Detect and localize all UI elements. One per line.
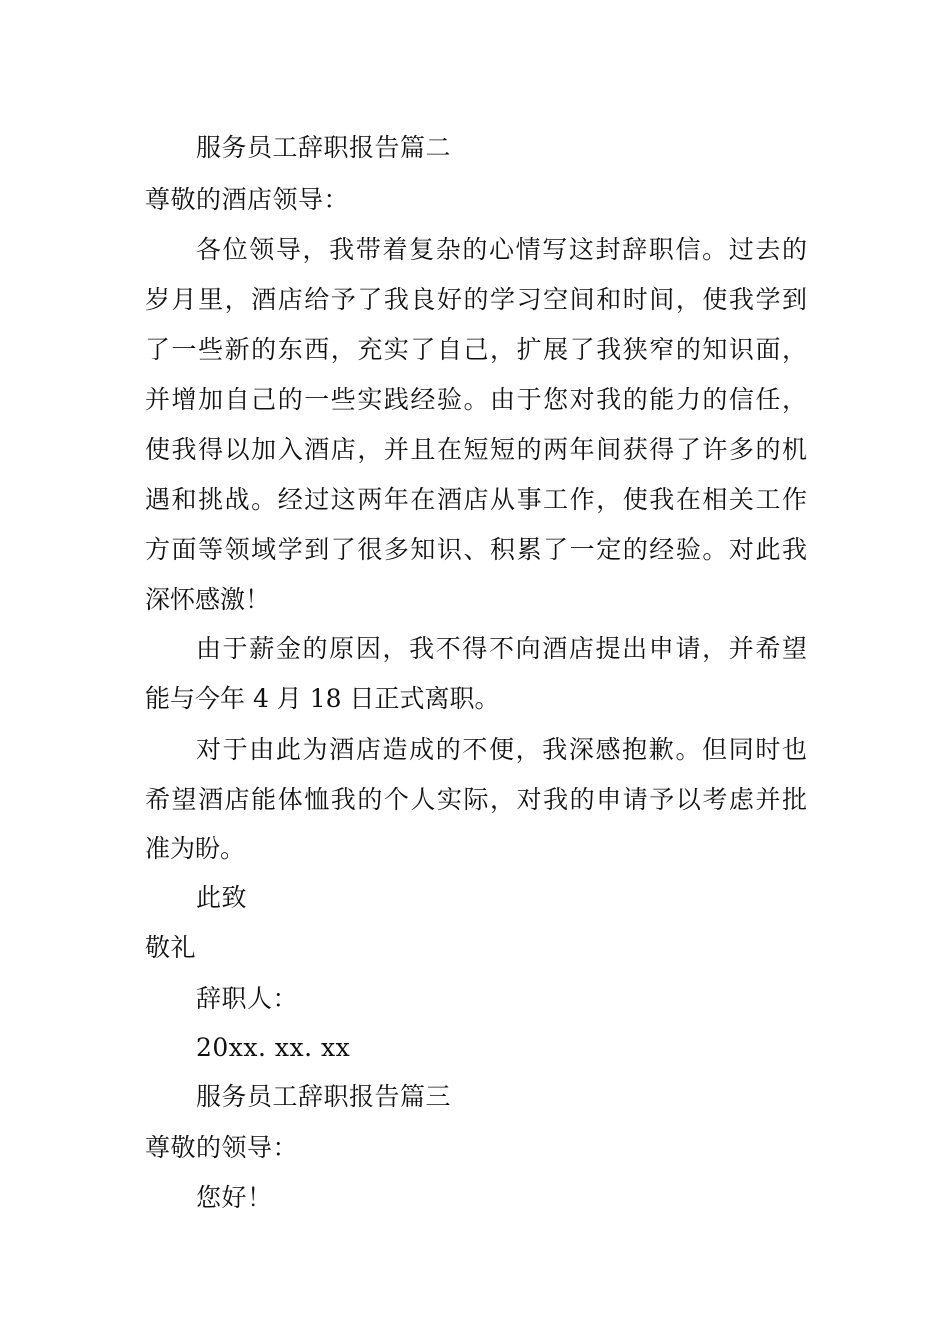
greeting: 您好！: [196, 1183, 273, 1212]
paragraph-line: 能与今年 4 月 18 日正式离职。: [145, 684, 500, 713]
paragraph-line: 遇和挑战。经过这两年在酒店从事工作，使我在相关工作: [145, 485, 807, 514]
paragraph-line: 准为盼。: [145, 834, 246, 863]
paragraph-line: 各位领导，我带着复杂的心情写这封辞职信。过去的: [196, 235, 807, 264]
salutation: 尊敬的领导：: [145, 1133, 299, 1162]
paragraph-line: 深怀感激！: [145, 585, 271, 614]
paragraph-line: 对于由此为酒店造成的不便，我深感抱歉。但同时也: [196, 735, 807, 764]
paragraph-line: 并增加自己的一些实践经验。由于您对我的能力的信任，: [145, 385, 807, 414]
section-title: 服务员工辞职报告篇三: [196, 1082, 452, 1111]
paragraph-line: 岁月里，酒店给予了我良好的学习空间和时间，使我学到: [145, 285, 807, 314]
paragraph-line: 由于薪金的原因，我不得不向酒店提出申请，并希望: [196, 634, 807, 663]
salutation: 尊敬的酒店领导：: [145, 185, 350, 214]
paragraph-line: 了一些新的东西，充实了自己，扩展了我狭窄的知识面，: [145, 335, 807, 364]
paragraph-line: 使我得以加入酒店，并且在短短的两年间获得了许多的机: [145, 435, 807, 464]
paragraph-line: 希望酒店能体恤我的个人实际，对我的申请予以考虑并批: [145, 785, 807, 814]
date-line: 20xx. xx. xx: [196, 1033, 351, 1062]
closing-line: 敬礼: [145, 933, 197, 962]
signer-label: 辞职人：: [196, 984, 299, 1013]
closing-line: 此致: [196, 883, 248, 912]
section-title: 服务员工辞职报告篇二: [196, 133, 452, 162]
paragraph-line: 方面等领域学到了很多知识、积累了一定的经验。对此我: [145, 535, 807, 564]
